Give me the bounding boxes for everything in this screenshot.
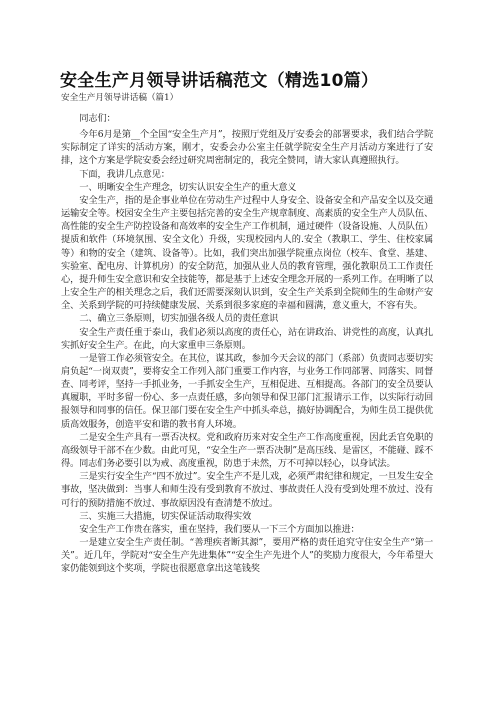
paragraph-section-3-lead: 安全生产工作贵在落实，重在坚持，我们要从一下三个方面加以推进： — [79, 523, 360, 535]
paragraph-intro: 今年6月是第__个全国“安全生产月”，按照厅党组及厅安委会的部署要求，我们结合学院实际制定了详实的活动方案，刚才，安委会办公室主任就学院安全生产月活动方案进行了安排，这个方案是学院安委会经过研究周密制定的，我完全赞同，请大家认真遵照执行。 — [61, 129, 433, 167]
paragraph-section-1: 安全生产，指的是企事业单位在劳动生产过程中人身安全、设备安全和产品安全以及交通运输安全等。校园安全生产主要包括完善的安全生产规章制度、高素质的安全生产人员队伍、高性能的安全生产防控设备和高效率的安全生产工作机制，通过硬件（设备设施、人员队伍）提质和软件（环境氛围、安全文化）升级，实现校园内人的.安全（教职工、学生、住校家属等）和物的安全（建筑、设备等）。比如，我们突出加强学院重点岗位（校车、食堂、基建、实验室、配电房、计算机房）的安全防范，加强从业人员的教育管理，强化教职员工工作责任心，提升师生安全意识和安全技能等，都是基于上述安全理念开展的一系列工作。在明晰了以上安全生产的相关理念之后，我们还需要深刻认识到，安全生产关系到全院师生的生命财产安全、关系到学院的可持续健康发展、关系到很多家庭的幸福和圆满，意义重大，不容有失。 — [61, 194, 433, 312]
paragraph-points-lead: 下面，我讲几点意见： — [79, 168, 170, 180]
paragraph-section-2-lead: 安全生产责任重于泰山，我们必须以高度的责任心，站在讲政治、讲党性的高度，认真扎实抓好安全生产。在此，向大家重申三条原则。 — [61, 326, 433, 351]
section-heading-1: 一、明晰安全生产理念，切实认识安全生产的重大意义 — [79, 181, 297, 193]
document-title: 安全生产月领导讲话稿范文（精选10篇） — [60, 71, 379, 91]
paragraph-principle-2: 二是安全生产具有一票否决权。党和政府历来对安全生产工作高度重视，因此丢官免职的高级领导干部不在少数。由此可见，“安全生产一票否决制”是高压线、是雷区，不能碰、踩不得。同志们务必要引以为戒、高度重视，防患于未然，万不可掉以轻心，以身试法。 — [61, 431, 433, 470]
section-heading-2: 二、确立三条原则，切实加强各级人员的责任意识 — [79, 313, 279, 325]
paragraph-principle-3: 三是实行安全生产“四不放过”。安全生产不是儿戏，必须严肃纪律和规定，一旦发生安全事故，坚决做到：当事人和师生没有受到教育不放过、事故责任人没有受到处理不放过、没有可行的预防措施不放过、事故原因没有查清楚不放过。 — [61, 471, 433, 509]
paragraph-principle-1: 一是管工作必须管安全。在其位，谋其政，参加今天会议的部门（系部）负责同志要切实肩负起“一岗双责”，要将安全工作列入部门重要工作内容，与业务工作同部署、同落实、同督查、同考评，坚持一手抓业务，一手抓安全生产，互相促进、互相提高。各部门的安全员要认真履职，平时多留一份心、多一点责任感，多向领导和保卫部门汇报请示工作，以实际行动回报领导和同事的信任。保卫部门要在安全生产中抓头牵总，搞好协调配合，为师生员工提供优质高效服务，创造平安和谐的教书育人环境。 — [61, 352, 433, 430]
greeting: 同志们： — [79, 113, 116, 124]
document-subtitle: 安全生产月领导讲话稿（篇1） — [61, 93, 179, 103]
document-body — [61, 112, 433, 575]
section-heading-3: 三、实施三大措施，切实保证活动取得实效 — [79, 510, 252, 522]
paragraph-measure-1: 一是建立安全生产责任制。“善理疾者断其源”，要用严格的责任追究守住安全生产“第一关”。近几年，学院对“安全生产先进集体”“安全生产先进个人”的奖励力度很大，今年希望大家仍能领到这个奖项，学院也很愿意拿出这笔钱奖 — [61, 537, 433, 575]
